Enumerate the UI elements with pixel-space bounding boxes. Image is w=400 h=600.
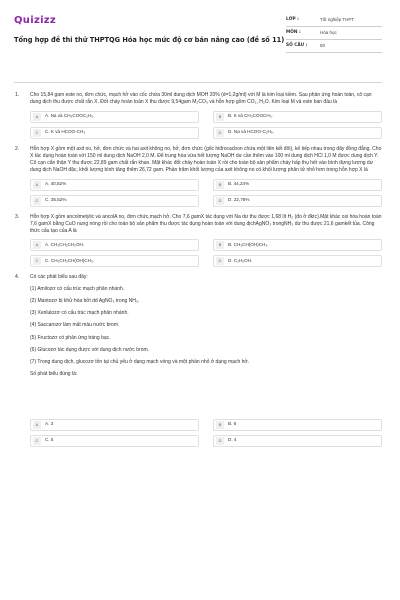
answer-option-b[interactable] bbox=[213, 419, 382, 431]
quizizz-logo: Quizizz bbox=[14, 15, 57, 26]
statement: (5) Fructozơ có phản ứng tráng bạc. bbox=[30, 334, 111, 341]
option-text: D. Na và HCOO-C₂H₅. bbox=[228, 129, 275, 135]
option-letter: C bbox=[33, 257, 41, 265]
answer-option-d[interactable] bbox=[213, 127, 382, 139]
question-1 bbox=[14, 92, 382, 139]
question-4 bbox=[14, 274, 382, 446]
option-text: A. Na và CH₃COOC₂H₅. bbox=[45, 113, 95, 119]
question-text: Hỗn hợp X gồm một axit no, hở, đơn chức và hai axit không no, hở, đơn chức (gốc hiđrocacbon chứa một liên kết đôi), kế tiếp nhau trong dãy đồng đẳng. Cho X tác dụng hoàn toàn với 150 ml dung dịch NaOH 2,0 M. Để trung hòa vừa hết lượng NaOH dư cần thêm vào 100 ml dung dịch HCl 1,0 M được dung dịch Y. Cô cạn cẩn thận Y thu được 22,89 gam chất rắn khan. Mặt khác đốt cháy hoàn toàn X rồi cho toàn bộ sản phẩm cháy hấp thụ hết vào bình đựng lượng dư dung dịch NaOH đặc, khối lượng bình tăng thêm 26,72 gam. Phần trăm khối lượng của axit không no có khối lượng phân tử nhỏ hơn trong hỗn hợp X là bbox=[30, 145, 382, 174]
statement: (1) Amilozơ có cấu trúc mạch phân nhánh. bbox=[30, 285, 125, 292]
worksheet-meta bbox=[286, 14, 382, 53]
option-text: D. 22,78% bbox=[228, 197, 250, 203]
meta-value: 50 bbox=[320, 42, 326, 48]
worksheet-title: Tổng hợp đề thi thử THPTQG Hóa học mức độ cơ bản nâng cao (đề số 11) bbox=[14, 35, 285, 44]
option-text: D. 4 bbox=[228, 437, 237, 443]
option-text: B. 44,24% bbox=[228, 181, 250, 187]
meta-value: Hóa học bbox=[320, 29, 337, 35]
meta-row-subject bbox=[286, 27, 382, 40]
option-text: A. CH₃CH₂CH₂OH. bbox=[45, 241, 85, 247]
worksheet-header bbox=[14, 14, 382, 76]
question-number: 4. bbox=[15, 274, 20, 281]
option-letter: B bbox=[216, 421, 224, 429]
option-text: B. 6 bbox=[228, 421, 237, 427]
option-text: A. 40,82% bbox=[45, 181, 67, 187]
option-letter: C bbox=[33, 197, 41, 205]
meta-value: Tốt nghiệp THPT bbox=[320, 16, 355, 22]
option-text: C. 5 bbox=[45, 437, 54, 443]
answer-option-c[interactable] bbox=[30, 255, 199, 267]
meta-row-class bbox=[286, 14, 382, 27]
answer-options bbox=[30, 239, 382, 267]
meta-label: SỐ CÂU : bbox=[286, 42, 308, 48]
answer-options bbox=[30, 179, 382, 207]
option-text: B. K và CH₃COOCH₃. bbox=[228, 113, 273, 119]
meta-label: LỚP : bbox=[286, 16, 299, 22]
option-letter: D bbox=[216, 129, 224, 137]
question-number: 2. bbox=[15, 145, 20, 152]
question-number: 1. bbox=[15, 92, 20, 98]
answer-option-a[interactable] bbox=[30, 419, 199, 431]
option-letter: A bbox=[33, 113, 41, 121]
answer-option-b[interactable] bbox=[213, 179, 382, 191]
option-letter: D bbox=[216, 437, 224, 445]
option-letter: B bbox=[216, 113, 224, 121]
option-text: B. CH₃CH(OH)CH₃. bbox=[228, 241, 269, 247]
question-body bbox=[30, 92, 382, 139]
question-prompt: Số phát biểu đúng là: bbox=[30, 371, 78, 378]
meta-row-question-count bbox=[286, 40, 382, 53]
header-divider bbox=[14, 82, 382, 83]
statement: (4) Saccarozơ làm mất màu nước brom. bbox=[30, 322, 120, 329]
question-number: 3. bbox=[15, 213, 20, 220]
question-body bbox=[30, 146, 382, 207]
option-text: C. K và HCOO-CH₃ bbox=[45, 129, 86, 135]
answer-option-b[interactable] bbox=[213, 239, 382, 251]
answer-option-d[interactable] bbox=[213, 195, 382, 207]
option-letter: A bbox=[33, 421, 41, 429]
option-letter: A bbox=[33, 181, 41, 189]
statement: (2) Mantozơ bị khử hóa bởi dd AgNO₃ trong NH₃. bbox=[30, 297, 140, 304]
answer-option-a[interactable] bbox=[30, 179, 199, 191]
answer-options bbox=[30, 419, 382, 447]
answer-option-c[interactable] bbox=[30, 127, 199, 139]
option-letter: B bbox=[216, 241, 224, 249]
statement: (3) Xenlulozơ có cấu trúc mạch phân nhánh. bbox=[30, 310, 129, 316]
answer-option-b[interactable] bbox=[213, 111, 382, 123]
meta-label: MÔN : bbox=[286, 29, 301, 35]
question-2 bbox=[14, 146, 382, 207]
answer-options bbox=[30, 111, 382, 139]
option-letter: C bbox=[33, 129, 41, 137]
option-letter: B bbox=[216, 181, 224, 189]
question-body bbox=[30, 214, 382, 268]
option-text: C. 35,52% bbox=[45, 197, 67, 203]
option-letter: C bbox=[33, 437, 41, 445]
question-text: Cho 15,84 gam este no, đơn chức, mạch hở vào cốc chứa 30ml dung dịch MOH 20% (d=1,2g/ml) với M là kim loại kiềm. Sau phản ứng hoàn toàn, cô cạn dung dịch thu được chất rắn X. Đốt cháy hoàn toàn X thu được 9,54gam M₂CO₃ và hỗn hợp gồm CO₂, H₂O. Kim loại M và este ban đầu là bbox=[30, 92, 372, 106]
option-text: C. CH₃CH₂CH(OH)CH₃. bbox=[45, 257, 95, 263]
answer-option-c[interactable] bbox=[30, 195, 199, 207]
option-letter: A bbox=[33, 241, 41, 249]
answer-option-c[interactable] bbox=[30, 435, 199, 447]
statement: (7) Trong dung dịch, glucozơ tồn tại chủ yếu ở dạng mạch vòng và một phần nhỏ ở dạng mạch hở. bbox=[30, 359, 250, 365]
statement: (6) Glucozơ tác dụng được với dung dịch nước brom. bbox=[30, 346, 150, 353]
question-body bbox=[30, 274, 382, 446]
answer-option-a[interactable] bbox=[30, 239, 199, 251]
option-text: A. 3 bbox=[45, 421, 54, 427]
question-text: Có các phát biểu sau đây: bbox=[30, 274, 88, 281]
option-letter: D bbox=[216, 197, 224, 205]
option-letter: D bbox=[216, 257, 224, 265]
answer-option-d[interactable] bbox=[213, 435, 382, 447]
question-text: Hỗn hợp X gồm ancolmetylic và ancolA no, đơn chức,mạch hở. Cho 7,6 gamX tác dụng với Na dư thu được 1,68 lít H₂ (đo ở đktc).Mặt khác oxi hóa hoàn toàn 7,6 gamX bằng CuO nung nóng rồi cho toàn bộ sản phẩm thu được tác dụng hoàn toàn với dung dịchAgNO₃ trongNH₃ dư thu được 21,6 gamkết tủa. Công thức cấu tạo của A là bbox=[30, 213, 382, 234]
answer-option-d[interactable] bbox=[213, 255, 382, 267]
answer-option-a[interactable] bbox=[30, 111, 199, 123]
option-text: D. C₂H₅OH. bbox=[228, 257, 253, 263]
question-3 bbox=[14, 214, 382, 268]
